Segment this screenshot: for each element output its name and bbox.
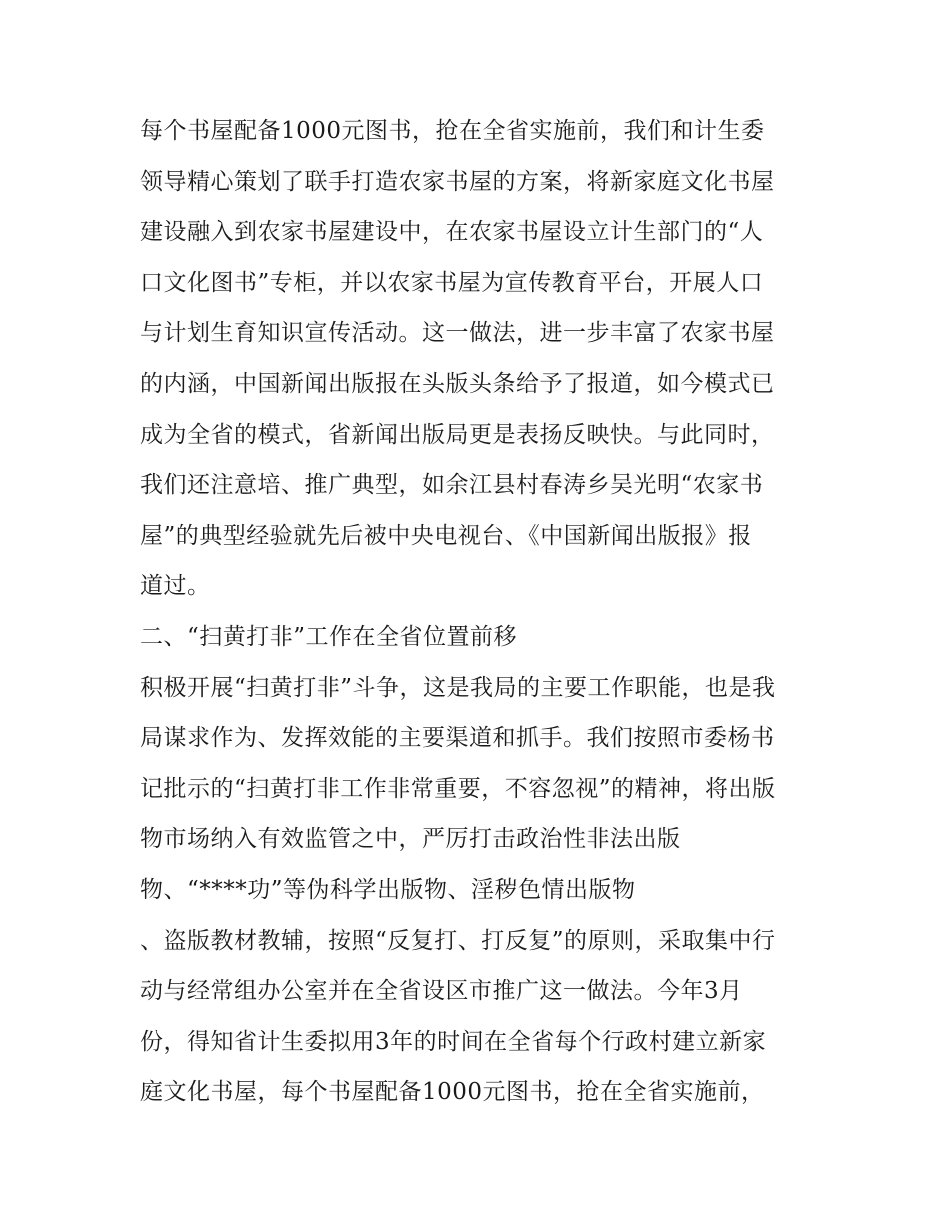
text-line: 领导精心策划了联手打造农家书屋的方案，将新家庭文化书屋 bbox=[140, 168, 775, 195]
section-heading: 二、“扫黄打非”工作在全省位置前移 bbox=[140, 623, 518, 650]
text-line: 积极开展“扫黄打非”斗争，这是我局的主要工作职能，也是我 bbox=[140, 674, 776, 701]
text-line: 的内涵，中国新闻出版报在头版头条给予了报道，如今模式已 bbox=[140, 370, 775, 397]
text-line: 道过。 bbox=[140, 573, 211, 600]
text-line: 局谋求作为、发挥效能的主要渠道和抓手。我们按照市委杨书 bbox=[140, 725, 775, 752]
text-line: 物市场纳入有效监管之中，严厉打击政治性非法出版 bbox=[140, 826, 681, 853]
text-line: 我们还注意培、推广典型，如余江县村春涛乡吴光明“农家书 bbox=[140, 472, 764, 499]
text-line: 屋”的典型经验就先后被中央电视台、《中国新闻出版报》报 bbox=[140, 522, 752, 549]
document-body-text bbox=[140, 106, 820, 1118]
text-line: 成为全省的模式，省新闻出版局更是表扬反映快。与此同时， bbox=[140, 421, 775, 448]
text-line: 建设融入到农家书屋建设中，在农家书屋设立计生部门的“人 bbox=[140, 219, 764, 246]
text-line: 庭文化书屋，每个书屋配备1000元图书，抢在全省实施前， bbox=[140, 1079, 765, 1106]
text-line: 动与经常组办公室并在全省设区市推广这一做法。今年3月 bbox=[140, 978, 743, 1005]
text-line: 与计划生育知识宣传活动。这一做法，进一步丰富了农家书屋 bbox=[140, 320, 775, 347]
text-line: 口文化图书”专柜，并以农家书屋为宣传教育平台，开展人口 bbox=[140, 269, 764, 296]
text-line: 物、“****功”等伪科学出版物、淫秽色情出版物 bbox=[140, 876, 636, 903]
text-line: 份，得知省计生委拟用3年的时间在全省每个行政村建立新家 bbox=[140, 1028, 767, 1055]
text-line: 、盗版教材教辅，按照“反复打、打反复”的原则，采取集中行 bbox=[140, 927, 776, 954]
text-line: 每个书屋配备1000元图书，抢在全省实施前，我们和计生委 bbox=[140, 118, 765, 144]
text-line: 记批示的“扫黄打非工作非常重要，不容忽视”的精神，将出版 bbox=[140, 775, 776, 802]
